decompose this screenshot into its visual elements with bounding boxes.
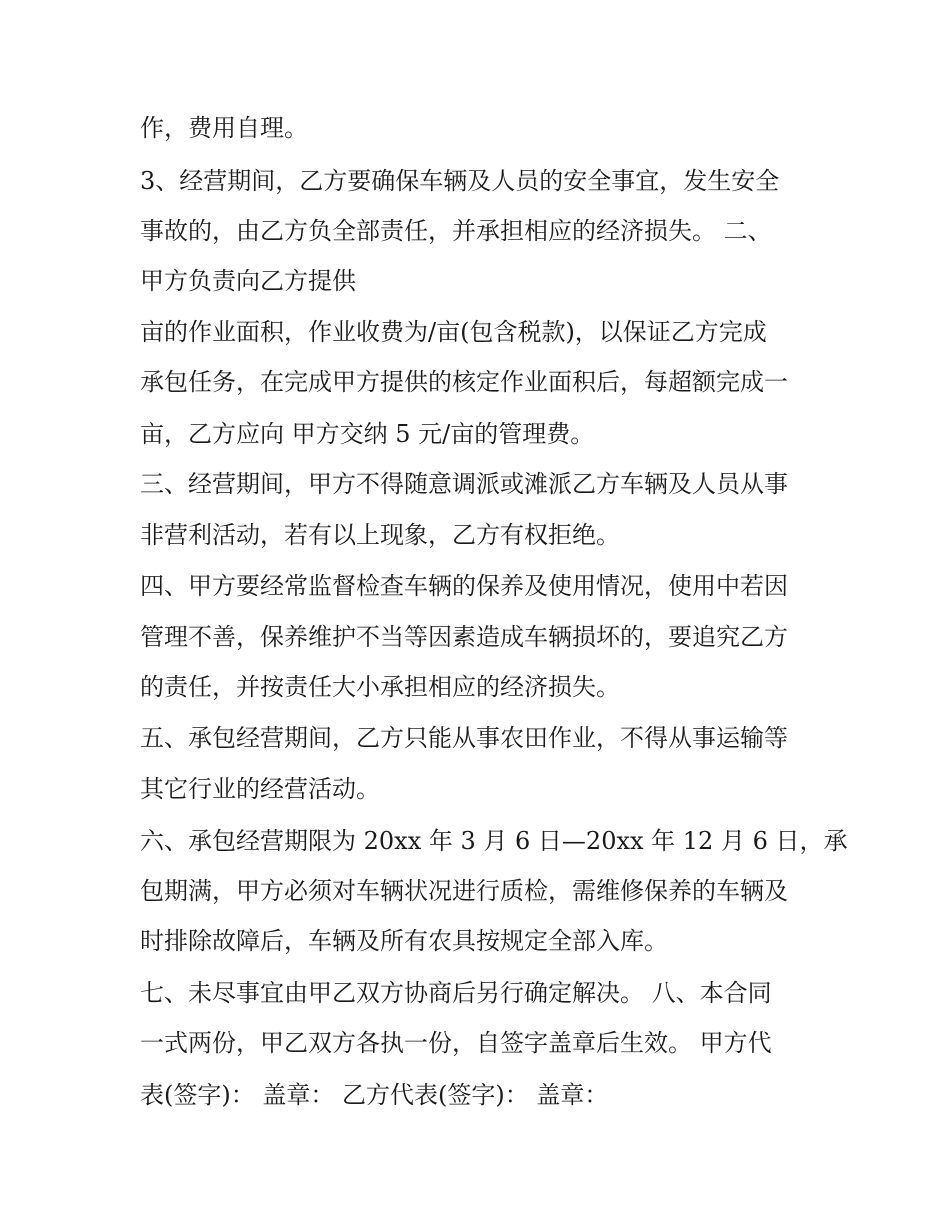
text-line-4: 甲方负责向乙方提供 bbox=[140, 267, 356, 295]
text-line-10: 四、甲方要经常监督检查车辆的保养及使用情况，使用中若因 bbox=[140, 572, 788, 600]
text-line-3: 事故的，由乙方负全部责任，并承担相应的经济损失。 二、 bbox=[140, 217, 772, 245]
text-line-13: 五、承包经营期间，乙方只能从事农田作业，不得从事运输等 bbox=[140, 724, 788, 752]
text-line-1: 作，费用自理。 bbox=[140, 114, 308, 142]
text-line-8: 三、经营期间，甲方不得随意调派或滩派乙方车辆及人员从事 bbox=[140, 470, 788, 498]
text-line-2: 3、经营期间，乙方要确保车辆及人员的安全事宜，发生安全 bbox=[140, 167, 780, 195]
text-line-19: 一式两份，甲乙双方各执一份，自签字盖章后生效。 甲方代 bbox=[140, 1029, 772, 1057]
text-line-5: 亩的作业面积，作业收费为/亩(包含税款)，以保证乙方完成 bbox=[140, 318, 767, 346]
text-line-16: 包期满，甲方必须对车辆状况进行质检，需维修保养的车辆及 bbox=[140, 877, 788, 905]
text-line-12: 的责任，并按责任大小承担相应的经济损失。 bbox=[140, 673, 620, 701]
text-line-14: 其它行业的经营活动。 bbox=[140, 775, 380, 803]
text-line-7: 亩，乙方应向 甲方交纳 5 元/亩的管理费。 bbox=[140, 420, 595, 448]
text-line-15: 六、承包经营期限为 20xx 年 3 月 6 日—20xx 年 12 月 6 日，承 bbox=[140, 827, 848, 855]
text-line-18: 七、未尽事宜由甲乙双方协商后另行确定解决。 八、本合同 bbox=[140, 979, 772, 1007]
text-line-6: 承包任务，在完成甲方提供的核定作业面积后，每超额完成一 bbox=[140, 368, 788, 396]
text-line-9: 非营利活动，若有以上现象，乙方有权拒绝。 bbox=[140, 521, 620, 549]
text-line-11: 管理不善，保养维护不当等因素造成车辆损坏的，要追究乙方 bbox=[140, 623, 788, 651]
text-line-17: 时排除故障后，车辆及所有农具按规定全部入库。 bbox=[140, 927, 668, 955]
text-line-20: 表(签字)： 盖章： 乙方代表(签字)： 盖章： bbox=[140, 1081, 609, 1109]
